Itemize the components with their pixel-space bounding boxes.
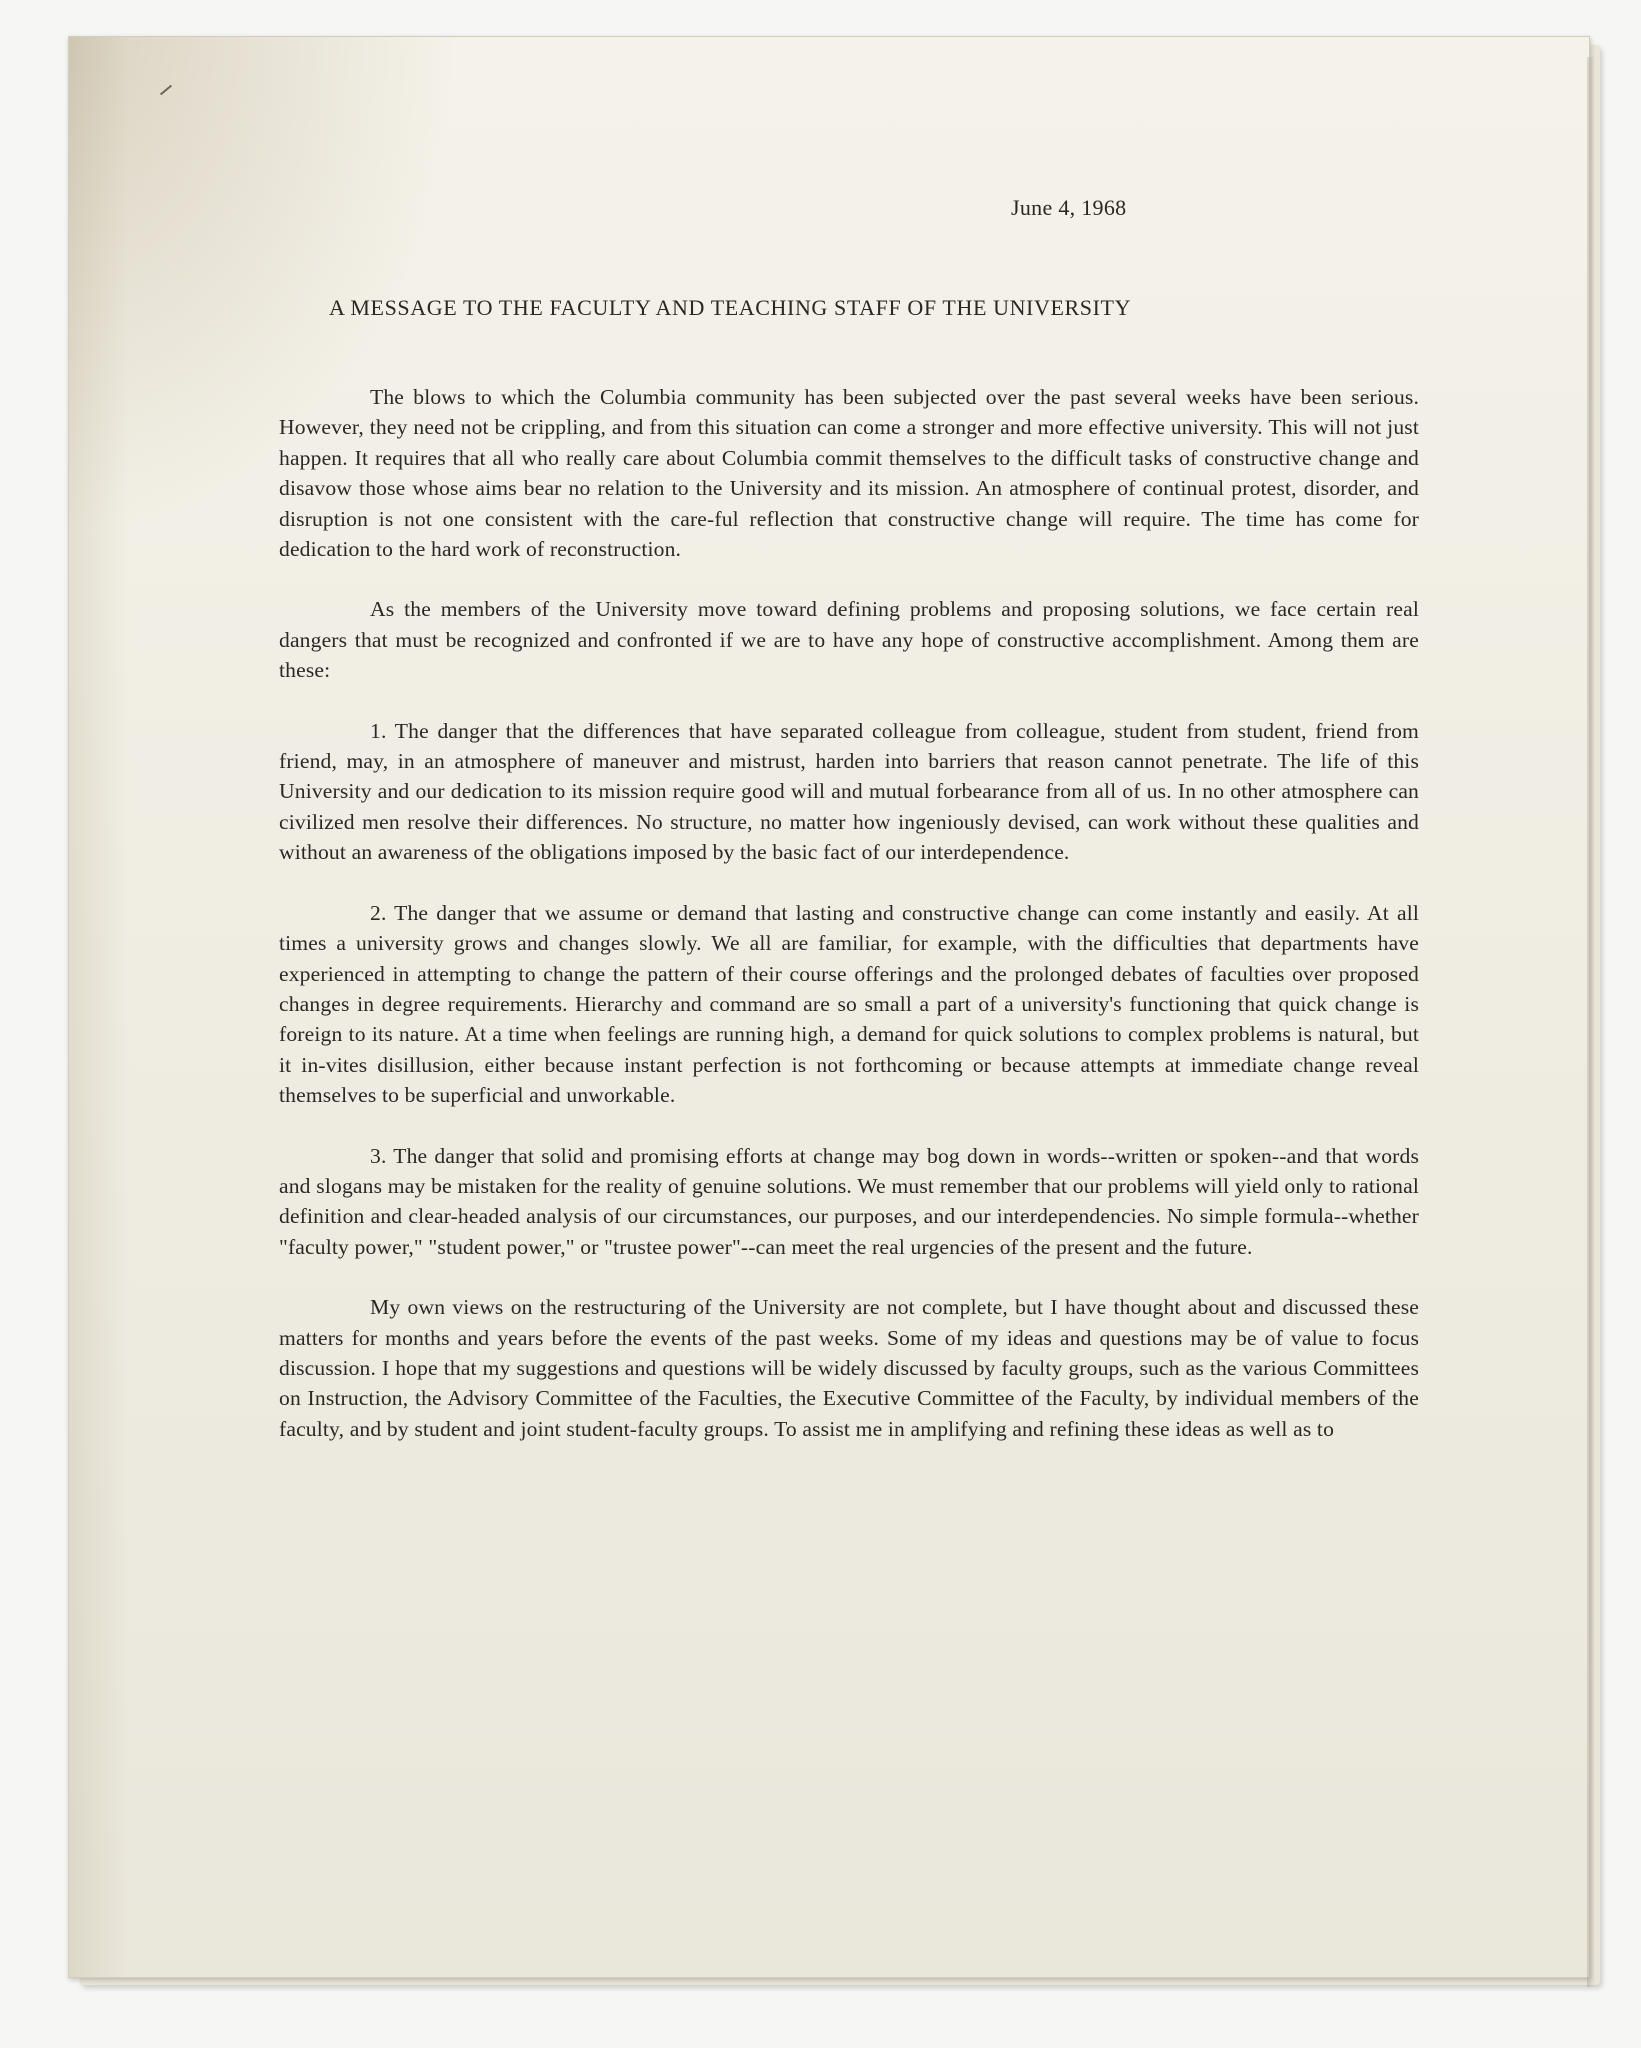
page-edge-shadow [1587, 57, 1595, 1987]
document-page [68, 36, 1590, 1978]
paragraph-danger-1: 1. The danger that the differences that have separated colleague from colleague, student from student, friend from friend, may, in an atmosphere of maneuver and mistrust, harden into barriers that reason cannot penetrate. The life of this University and our dedication to its mission require good will and mutual forbearance from all of us. In no other atmosphere can civilized men resolve their differences. No structure, no matter how ingeniously devised, can work without these qualities and without an awareness of the obligations imposed by the basic fact of our interdependence. [279, 718, 1419, 865]
pencil-mark [160, 85, 172, 96]
paragraph-danger-3: 3. The danger that solid and promising efforts at change may bog down in words--written or spoken--and that words and slogans may be mistaken for the reality of genuine solutions. We must remember that our problems will yield only to rational definition and clear-headed analysis of our circumstances, our purposes, and our interdependencies. No simple formula--whether "faculty power," "student power," or "trustee power"--can meet the real urgencies of the present and the future. [279, 1143, 1419, 1259]
document-body [279, 382, 1419, 1474]
paragraph-dangers-intro: As the members of the University move toward defining problems and proposing solutions, we face certain real dangers that must be recognized and confronted if we are to have any hope of constructive accomplishment. Among them are these: [279, 597, 1419, 683]
document-date: June 4, 1968 [1011, 195, 1127, 220]
paragraph-own-views: My own views on the restructuring of the University are not complete, but I have thought about and discussed these matters for months and years before the events of the past weeks. Some of my ideas and questions may be of value to focus discussion. I hope that my suggestions and questions will be widely discussed by faculty groups, such as the various Committees on Instruction, the Advisory Committee of the Faculties, the Executive Committee of the Faculty, by individual members of the faculty, and by student and joint student-faculty groups. To assist me in amplifying and refining these ideas as well as to [279, 1295, 1419, 1441]
paragraph-danger-2: 2. The danger that we assume or demand that lasting and constructive change can come instantly and easily. At all times a university grows and changes slowly. We all are familiar, for example, with the difficulties that departments have experienced in attempting to change the pattern of their course offerings and the prolonged debates of faculties over proposed changes in degree requirements. Hierarchy and command are so small a part of a university's functioning that quick change is foreign to its nature. At a time when feelings are running high, a demand for quick solutions to complex problems is natural, but it in-vites disillusion, either because instant perfection is not forthcoming or because attempts at immediate change reveal themselves to be superficial and unworkable. [279, 900, 1419, 1108]
paragraph-intro: The blows to which the Columbia community has been subjected over the past several weeks have been serious. However, they need not be crippling, and from this situation can come a stronger and more effective university. This will not just happen. It requires that all who really care about Columbia commit themselves to the difficult tasks of constructive change and disavow those whose aims bear no relation to the University and its mission. An atmosphere of continual protest, disorder, and disruption is not one consistent with the care-ful reflection that constructive change will require. The time has come for dedication to the hard work of reconstruction. [279, 385, 1419, 562]
document-title: A MESSAGE TO THE FACULTY AND TEACHING STAFF OF THE UNIVERSITY [329, 295, 1132, 320]
